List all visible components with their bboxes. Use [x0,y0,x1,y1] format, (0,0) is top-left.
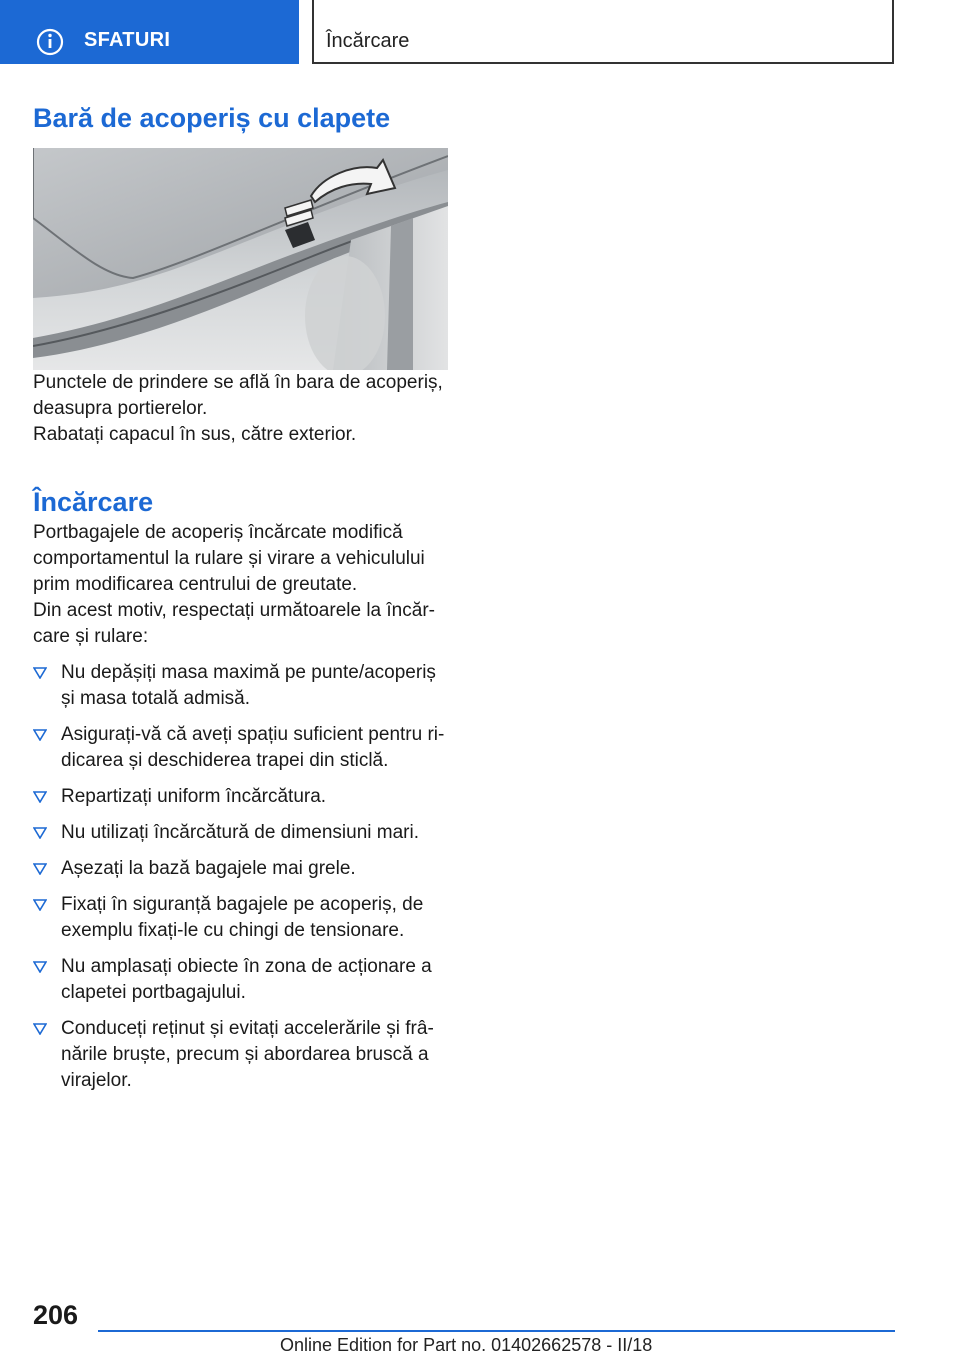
tab-chapter[interactable] [312,0,894,64]
list-item: Așezați la bază bagajele mai grele. [33,856,448,882]
list-item: Conduceți reținut și evitați accelerările și frânările bruște, precum și abordarea bruscă a virajelor. [33,1016,448,1094]
page-content [33,100,448,1104]
tab-sfaturi[interactable] [0,0,299,64]
paragraph-loading-rules: Din acest motiv, respectați următoarele la încărcare și rulare: [33,600,435,647]
loading-rules-list [33,660,448,1094]
triangle-bullet-icon [33,961,47,973]
triangle-bullet-icon [33,791,47,803]
page-number: 206 [33,1300,79,1330]
paragraph-fold-cover: Rabatați capacul în sus, către exterior. [33,424,357,445]
roof-bar-flap-illustration [33,148,448,370]
list-item: Repartizați uniform încărcătura. [33,784,448,810]
info-icon [36,28,64,56]
paragraph-loading-intro: Portbagajele de acoperiș încărcate modifică comportamentul la rulare și virare a vehiculului prim modificarea centrului de greutate. [33,522,425,595]
tab-sfaturi-label: SFATURI [84,29,171,51]
section-title-roof-bar: Bară de acoperiș cu clapete [33,103,391,133]
paragraph-attachment-points: Punctele de prindere se află în bara de acoperiș, deasupra portierelor. [33,372,443,419]
section-title-loading: Încărcare [33,487,154,517]
list-item: Nu amplasați obiecte în zona de acționare a clapetei portbagajului. [33,954,448,1006]
list-item: Asigurați-vă că aveți spațiu suficient pentru ridicarea și deschiderea trapei din sticlă. [33,722,448,774]
chapter-label: Încărcare [326,30,410,52]
triangle-bullet-icon [33,1023,47,1035]
list-item: Fixați în siguranță bagajele pe acoperiș, de exemplu fixați-le cu chingi de tensionare. [33,892,448,944]
triangle-bullet-icon [33,863,47,875]
footer-divider [98,1330,895,1332]
triangle-bullet-icon [33,827,47,839]
footer-edition-text: Online Edition for Part no. 01402662578 - II/18 [280,1335,653,1355]
list-item: Nu depășiți masa maximă pe punte/acoperiș și masa totală admisă. [33,660,448,712]
triangle-bullet-icon [33,729,47,741]
triangle-bullet-icon [33,667,47,679]
list-item: Nu utilizați încărcătură de dimensiuni mari. [33,820,448,846]
triangle-bullet-icon [33,899,47,911]
